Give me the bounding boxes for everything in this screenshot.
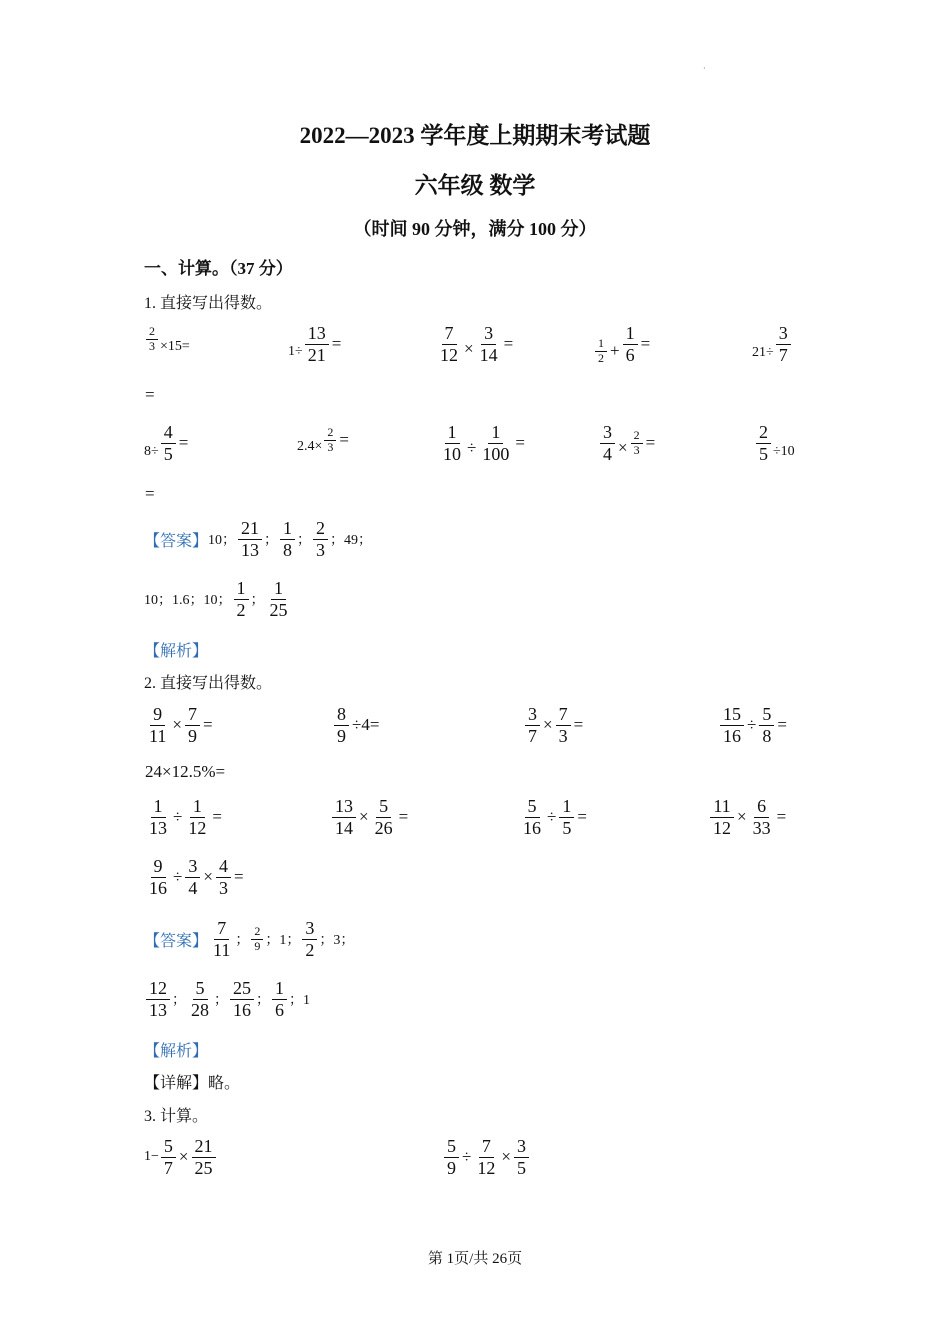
corner-dot: · — [703, 64, 706, 73]
q2-answer-line2: $\frac{12}{13}$ ； $\frac{5}{28}$ ； $\frac{25}{16}$ ； $\frac{1}{6}$ ；1 — [144, 978, 310, 1020]
q3-expression-2: $\frac{5}{9}$ ÷ $\frac{7}{12}$ × $\frac{3}{5}$ — [442, 1136, 531, 1178]
q1-answer-line2: 10；1.6；10； $\frac{1}{2}$ ； $\frac{1}{25}$ — [144, 578, 288, 620]
q1-row2-overflow: = — [145, 484, 155, 503]
q1-row1-overflow: = — [145, 385, 155, 404]
q2-item-2: $\frac{8}{9}$ ÷4= — [332, 704, 380, 746]
q2-percent-item: 24×12.5%= — [145, 762, 226, 781]
grade-subject: 六年级 数学 — [414, 173, 536, 198]
q2-item-7: $\frac{5}{16}$ ÷ $\frac{1}{5}$ = — [523, 796, 587, 838]
q1-analysis-label: 【解析】 — [144, 643, 209, 660]
q2-item-4: $\frac{15}{16}$ ÷ $\frac{5}{8}$ = — [718, 704, 788, 746]
q1-item-10: $\frac{2}{5}$ ÷10 — [754, 422, 795, 464]
q1-item-1: $\frac{2}{3}$ ×15= — [144, 323, 190, 355]
q2-item-9: $\frac{9}{16}$ ÷ $\frac{3}{4}$ × $\frac{4}{3}$ = — [149, 856, 244, 898]
q1-item-7: 2.4× $\frac{2}{3}$ = — [297, 424, 349, 454]
q2-analysis-label: 【解析】 — [144, 1043, 209, 1060]
q1-item-9: $\frac{3}{4}$ × $\frac{2}{3}$ = — [598, 422, 656, 464]
answer-label: 【答案】 — [144, 932, 209, 950]
section1-heading: 一、计算。（37 分） — [144, 259, 293, 278]
answer-label: 【答案】 — [144, 532, 209, 550]
q1-label: 1. 直接写出得数。 — [144, 295, 273, 312]
q1-item-4: $\frac{1}{2}$ + $\frac{1}{6}$ = — [593, 323, 651, 366]
q1-answer-line1: 【答案】 10； $\frac{21}{13}$ ； $\frac{1}{8}$ ； $\frac{2}{3}$ ；49； — [144, 518, 373, 560]
exam-info: （时间 90 分钟，满分 100 分） — [353, 219, 597, 239]
q2-label: 2. 直接写出得数。 — [144, 675, 273, 692]
q3-expression-1: 1− $\frac{5}{7}$ × $\frac{21}{25}$ — [144, 1136, 218, 1178]
q2-answer-line1: 【答案】 $\frac{7}{11}$ ； $\frac{2}{9}$ ；1； $\frac{3}{2}$ ；3； — [144, 918, 355, 960]
page-footer: 第 1页/共 26页 — [427, 1251, 523, 1267]
q1-item-3: $\frac{7}{12}$ × $\frac{3}{14}$ = — [440, 323, 514, 365]
q2-item-5: $\frac{1}{13}$ ÷ $\frac{1}{12}$ = — [149, 796, 222, 838]
q2-item-1: $\frac{9}{11}$ × $\frac{7}{9}$ = — [149, 704, 213, 746]
q1-item-6: 8÷ $\frac{4}{5}$ = — [144, 422, 189, 464]
q2-detail: 【详解】略。 — [144, 1075, 241, 1092]
q2-item-8: $\frac{11}{12}$ × $\frac{6}{33}$ = — [708, 796, 787, 838]
q1-item-8: $\frac{1}{10}$ ÷ $\frac{1}{100}$ = — [443, 422, 525, 464]
exam-title: 2022—2023 学年度上期期末考试题 — [299, 123, 651, 148]
q2-item-3: $\frac{3}{7}$ × $\frac{7}{3}$ = — [523, 704, 584, 746]
q2-item-6: $\frac{13}{14}$ × $\frac{5}{26}$ = — [330, 796, 409, 838]
q1-item-5: 21÷ $\frac{3}{7}$ — [752, 323, 793, 365]
q1-item-2: 1÷ $\frac{13}{21}$ = — [288, 323, 342, 365]
q3-label: 3. 计算。 — [144, 1108, 209, 1125]
